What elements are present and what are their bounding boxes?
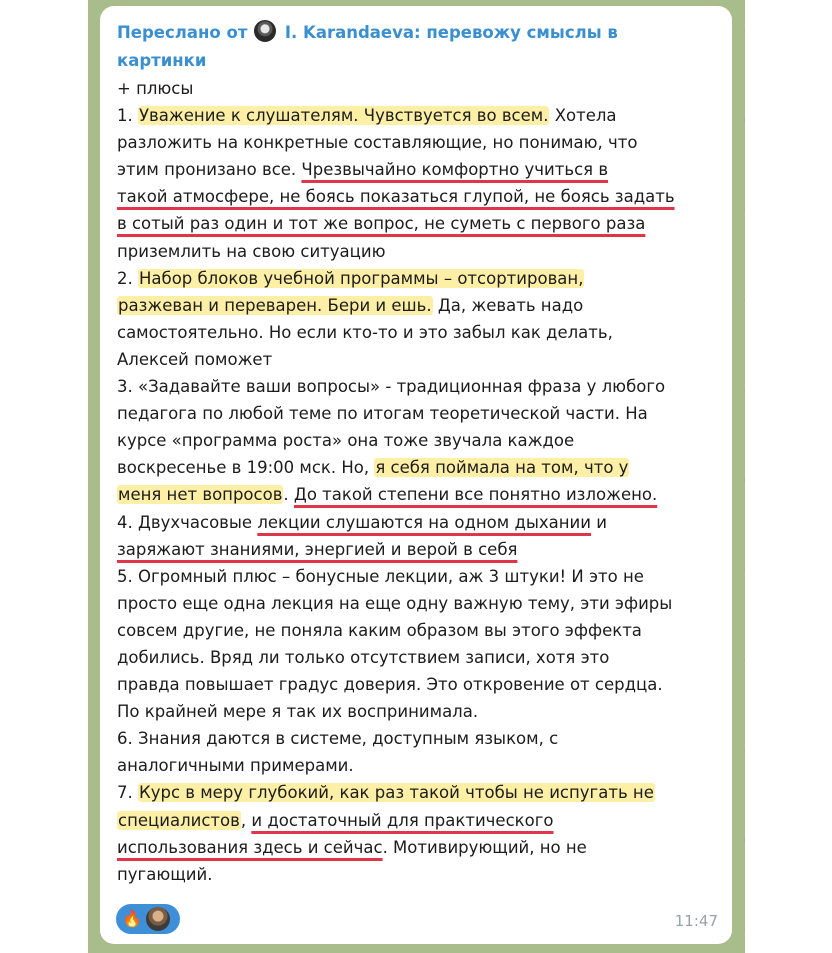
text-segment: пугающий. (117, 864, 213, 884)
message-line (117, 400, 716, 427)
forward-prefix: Переслано от (117, 23, 248, 42)
fire-icon: 🔥 (122, 909, 142, 928)
message-line (117, 861, 716, 888)
message-line (117, 265, 716, 292)
text-segment: приземлить на свою ситуацию (117, 241, 386, 261)
forward-name[interactable]: I. Karandaeva: перевожу смыслы в (284, 23, 618, 42)
message-line (117, 752, 716, 779)
message-line (117, 129, 716, 156)
underlined-text: лекции слушаются на одном дыхании (257, 512, 592, 532)
message-line (117, 590, 716, 617)
underlined-text: в сотый раз один и тот же вопрос, не суметь с первого раза (117, 214, 646, 234)
text-segment: + плюсы (117, 79, 194, 98)
text-segment: аналогичными примерами. (117, 756, 354, 776)
text-segment: просто еще одна лекция на еще одну важную тему, эти эфиры (117, 593, 673, 613)
message-line (117, 238, 716, 265)
text-segment: разложить на конкретные составляющие, но понимаю, что (117, 133, 638, 153)
highlighted-text: я себя поймала на том, что у (375, 458, 629, 478)
message-line (117, 210, 716, 237)
text-segment: педагога по любой теме по итогам теоретической части. На (117, 404, 648, 424)
highlighted-text: разжеван и переварен. Бери и ешь. (118, 295, 432, 315)
text-segment: совсем другие, не поняла каким образом вы этого эффекта (117, 620, 642, 640)
text-segment: . Мотивирующий, но не (382, 837, 587, 857)
message-line (117, 698, 716, 725)
text-segment: 4. Двухчасовые (117, 512, 258, 532)
message-line (117, 563, 716, 590)
text-segment: По крайней мере я так их воспринимала. (117, 702, 479, 722)
text-segment: Хотела (549, 106, 617, 126)
highlighted-text: Уважение к слушателям. Чувствуется во всем. (139, 106, 549, 126)
message-line (117, 644, 716, 671)
highlighted-text: специалистов (118, 810, 240, 830)
message-line (117, 481, 716, 508)
message-line (117, 346, 716, 373)
underlined-text: такой атмосфере, не боясь показаться глупой, не боясь задать (117, 187, 675, 207)
reaction-badge[interactable] (116, 904, 180, 934)
message-line (117, 292, 716, 319)
message-line (117, 427, 716, 454)
message-line (117, 319, 716, 346)
message-text (117, 75, 716, 888)
message-line (117, 807, 716, 834)
forward-header[interactable] (117, 19, 716, 75)
text-segment: и (591, 512, 607, 532)
message-line (117, 454, 716, 481)
text-segment: . (283, 485, 294, 505)
message-time: 11:47 (674, 912, 718, 930)
underlined-text: До такой степени все понятно изложено. (293, 485, 658, 505)
text-segment: Да, жевать надо (432, 295, 584, 315)
text-segment: , (240, 810, 252, 830)
text-segment: правда повышает градус доверия. Это откровение от сердца. (117, 675, 663, 695)
message-line (117, 671, 716, 698)
message-line (117, 102, 716, 129)
text-segment: 6. Знания даются в системе, доступным языком, с (117, 729, 559, 749)
message-line (117, 536, 716, 563)
message-line (117, 373, 716, 400)
text-segment: 2. (117, 268, 138, 288)
message-line (117, 617, 716, 644)
underlined-text: и достаточный для практического (251, 810, 554, 830)
message-line (117, 156, 716, 183)
underlined-text: заряжают знаниями, энергией и верой в себя (117, 539, 518, 559)
highlighted-text: Набор блоков учебной программы – отсортирован, (139, 268, 584, 288)
text-segment: 7. (117, 783, 138, 803)
text-segment: Алексей поможет (117, 349, 273, 369)
text-segment: 1. (117, 106, 138, 126)
highlighted-text: Курс в меру глубокий, как раз такой чтобы не испугать не (139, 783, 654, 803)
highlighted-text: меня нет вопросов (118, 485, 283, 505)
text-segment: этим пронизано все. (117, 160, 302, 180)
message-line (117, 834, 716, 861)
text-segment: 5. Огромный плюс – бонусные лекции, аж 3 штуки! И это не (117, 566, 644, 586)
reactor-avatar (144, 905, 172, 933)
forward-avatar (254, 20, 276, 42)
text-segment: самостоятельно. Но если кто-то и это забыл как делать, (117, 322, 613, 342)
text-segment: курсе «программа роста» она тоже звучала каждое (117, 431, 575, 451)
text-segment: добились. Вряд ли только отсутствием записи, хотя это (117, 647, 610, 667)
forward-name-cont[interactable]: картинки (117, 51, 207, 70)
underlined-text: использования здесь и сейчас (117, 837, 383, 857)
message-line (117, 75, 716, 102)
message-line (117, 725, 716, 752)
message-line (117, 183, 716, 210)
text-segment: 3. «Задавайте ваши вопросы» - традиционная фраза у любого (117, 377, 666, 397)
text-segment: воскресенье в 19:00 мск. Но, (117, 458, 375, 478)
message-bubble[interactable] (100, 6, 732, 944)
message-line (117, 779, 716, 806)
message-line (117, 509, 716, 536)
underlined-text: Чрезвычайно комфортно учиться в (301, 160, 609, 180)
